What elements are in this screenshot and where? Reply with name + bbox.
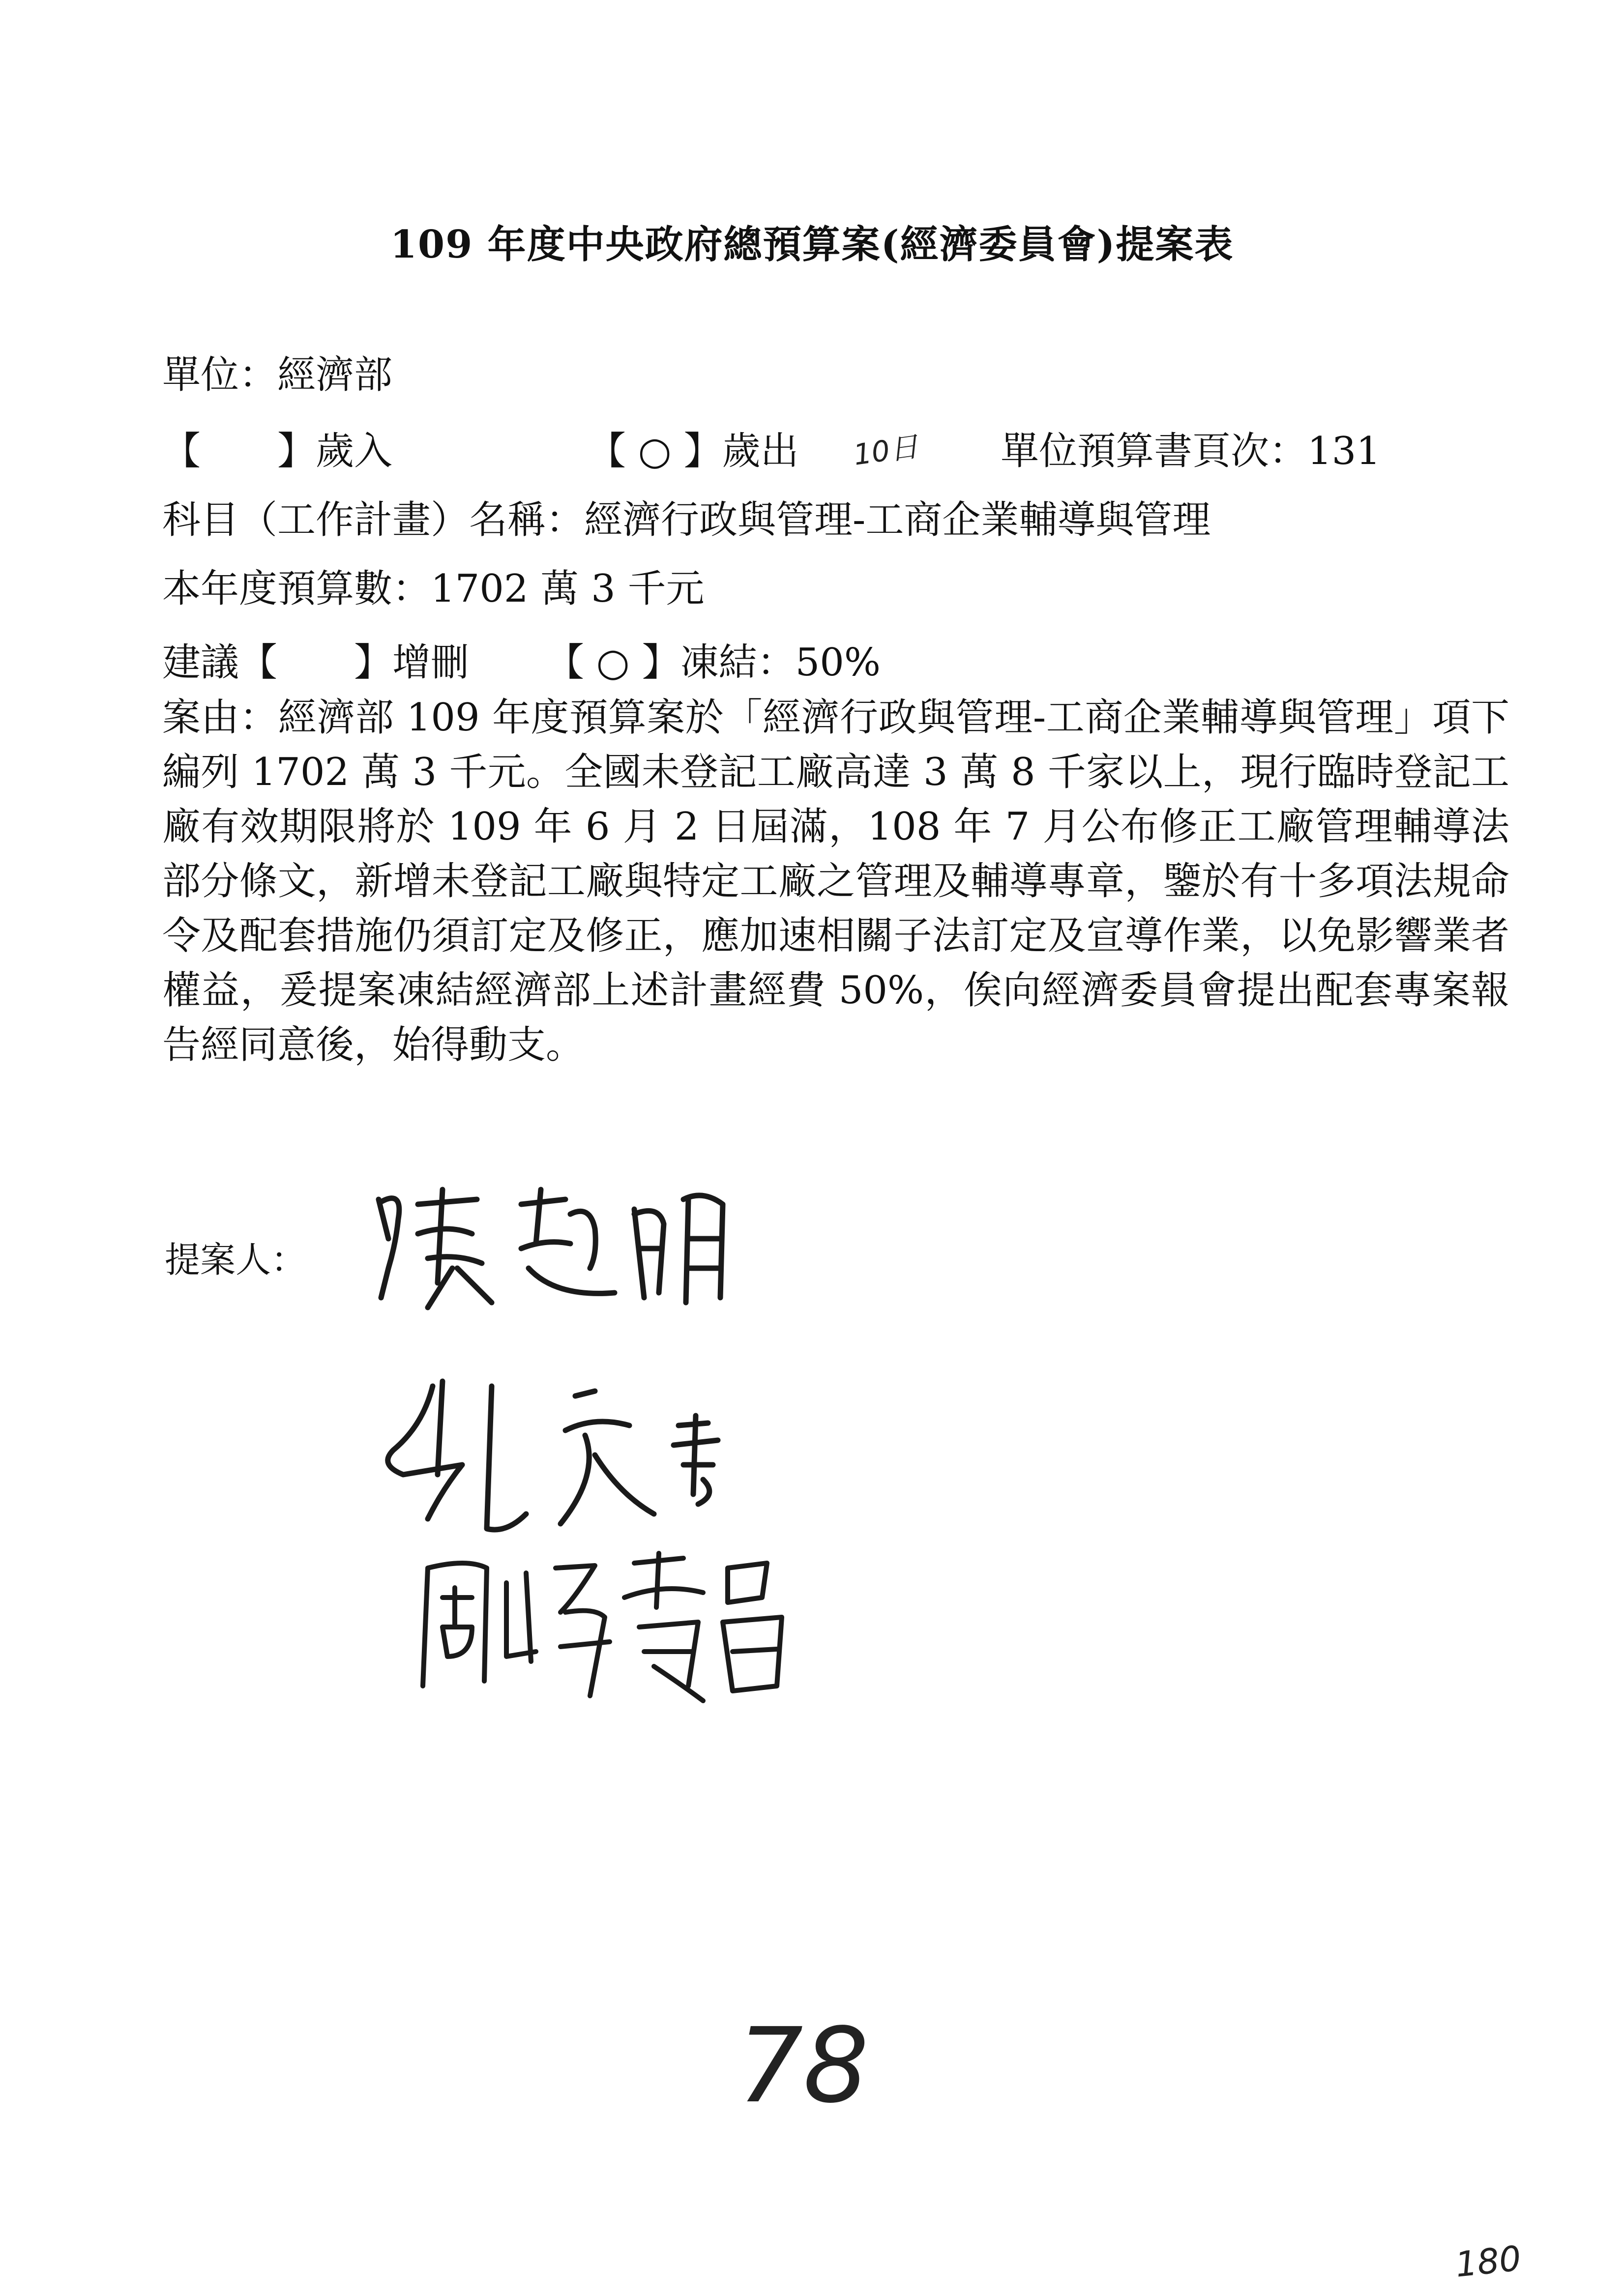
unit-line: 單位：經濟部: [162, 353, 393, 397]
proposer-label: 提案人：: [165, 1239, 307, 1280]
reason-paragraph: 案由：經濟部 109 年度預算案於「經濟行政與管理-工商企業輔導與管理」項下編列 1702 萬 3 千元。全國未登記工廠高達 3 萬 8 千家以上，現行臨時登記工廠有效期限將於 109 年 6 月 2 日屆滿，108 年 7 月公布修正工廠管理輔導法部分條文，新增未登記工廠與特定工廠之管理及輔導專章，鑒於有十多項法規命令及配套措施仍須訂定及修正，應加速相關子法訂定及宣導作業，以免影響業者權益，爰提案凍結經濟部上述計畫經費 50%，俟向經濟委員會提出配套專案報告經同意後，始得動支。: [162, 696, 1509, 1067]
expenditure-bracket: 【 ○ 】歲出: [588, 429, 799, 473]
handwritten-note: 10日: [851, 430, 920, 472]
suggest-freeze: 【 ○ 】凍結：50%: [546, 640, 881, 685]
page-number-small: 180: [1453, 2238, 1523, 2285]
page-title: 109 年度中央政府總預算案(經濟委員會)提案表: [390, 222, 1234, 267]
signature-1: [359, 1170, 801, 1327]
budget-line: 本年度預算數：1702 萬 3 千元: [162, 567, 705, 611]
signature-3: [408, 1539, 811, 1725]
page-number-handwritten: 78: [738, 2005, 869, 2126]
signature-2: [364, 1366, 747, 1553]
revenue-bracket: 【 】歲入: [162, 429, 393, 473]
page-reference: 單位預算書頁次：131: [1001, 429, 1381, 473]
subject-line: 科目（工作計畫）名稱：經濟行政與管理-工商企業輔導與管理: [162, 498, 1211, 542]
suggest-add-delete: 建議【 】增刪: [162, 640, 470, 685]
